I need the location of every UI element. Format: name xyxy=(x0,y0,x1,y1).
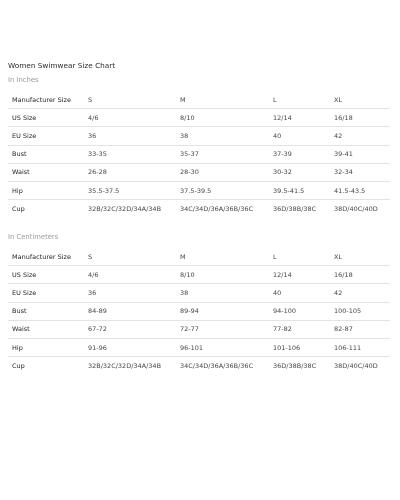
table-cell: 94-100 xyxy=(269,302,330,320)
table-cell: L xyxy=(273,252,277,261)
row-label-cell: Bust xyxy=(8,145,84,163)
table-row xyxy=(8,181,390,199)
page-title: Women Swimwear Size Chart xyxy=(8,61,116,70)
table-cell: 40 xyxy=(269,127,330,145)
table-cell: 84-89 xyxy=(84,302,176,320)
row-label-cell: Waist xyxy=(8,163,84,181)
table-cell: 91-96 xyxy=(84,338,176,356)
table-row xyxy=(8,357,390,375)
table-cell: 8/10 xyxy=(176,266,269,284)
row-label-cell: Bust xyxy=(8,302,84,320)
table-cell: 8/10 xyxy=(176,109,269,127)
row-label-cell: EU Size xyxy=(8,284,84,302)
table-cell: 42 xyxy=(330,284,390,302)
table-cell: 32B/32C/32D/34A/34B xyxy=(84,200,176,218)
table-row xyxy=(8,109,390,127)
row-label-cell: Manufacturer Size xyxy=(12,252,71,261)
row-label-cell: EU Size xyxy=(8,127,84,145)
table-cell: 41.5-43.5 xyxy=(330,181,390,199)
row-label-cell: Cup xyxy=(8,200,84,218)
section-label-centimeters: In Centimeters xyxy=(8,233,59,241)
table-cell: 4/6 xyxy=(84,109,176,127)
table-cell: 36 xyxy=(84,284,176,302)
table-cell: 100-105 xyxy=(330,302,390,320)
table-cell: 38D/40C/40D xyxy=(330,200,390,218)
table-cell: 4/6 xyxy=(84,266,176,284)
table-cell: 30-32 xyxy=(269,163,330,181)
table-header-row xyxy=(8,248,390,266)
table-cell: 42 xyxy=(330,127,390,145)
row-label-cell: US Size xyxy=(8,109,84,127)
table-cell: 72-77 xyxy=(176,320,269,338)
table-cell: 32B/32C/32D/34A/34B xyxy=(84,357,176,375)
table-cell: 67-72 xyxy=(84,320,176,338)
table-row xyxy=(8,302,390,320)
table-cell: 82-87 xyxy=(330,320,390,338)
table-cell: 33-35 xyxy=(84,145,176,163)
section-label-inches: In Inches xyxy=(8,76,39,84)
table-row xyxy=(8,284,390,302)
row-label-cell: Hip xyxy=(8,181,84,199)
table-cell: 38 xyxy=(176,127,269,145)
table-cell: 32-34 xyxy=(330,163,390,181)
table-cell: L xyxy=(273,95,277,104)
table-cell: XL xyxy=(334,95,343,104)
table-cell: 36 xyxy=(84,127,176,145)
table-row xyxy=(8,127,390,145)
table-cell: 40 xyxy=(269,284,330,302)
table-cell: S xyxy=(88,252,93,261)
table-row xyxy=(8,200,390,218)
table-cell: XL xyxy=(334,252,343,261)
table-cell: M xyxy=(180,252,186,261)
table-cell: 35-37 xyxy=(176,145,269,163)
table-cell: M xyxy=(180,95,186,104)
table-row xyxy=(8,163,390,181)
table-cell: 28-30 xyxy=(176,163,269,181)
table-cell: 16/18 xyxy=(330,109,390,127)
table-cell: 96-101 xyxy=(176,338,269,356)
table-cell: 77-82 xyxy=(269,320,330,338)
table-cell: 36D/38B/38C xyxy=(269,200,330,218)
table-row xyxy=(8,266,390,284)
table-cell: 89-94 xyxy=(176,302,269,320)
table-cell: 12/14 xyxy=(269,266,330,284)
row-label-cell: Cup xyxy=(8,357,84,375)
table-row xyxy=(8,338,390,356)
table-cell: 36D/38B/38C xyxy=(269,357,330,375)
table-cell: S xyxy=(88,95,93,104)
table-cell: 34C/34D/36A/36B/36C xyxy=(176,200,269,218)
table-cell: 12/14 xyxy=(269,109,330,127)
table-cell: 16/18 xyxy=(330,266,390,284)
table-cell: 34C/34D/36A/36B/36C xyxy=(176,357,269,375)
table-cell: 39.5-41.5 xyxy=(269,181,330,199)
table-cell: 38 xyxy=(176,284,269,302)
size-table-centimeters xyxy=(8,248,390,374)
row-label-cell: US Size xyxy=(8,266,84,284)
row-label-cell: Manufacturer Size xyxy=(12,95,71,104)
table-header-row xyxy=(8,91,390,109)
table-row xyxy=(8,145,390,163)
table-cell: 26-28 xyxy=(84,163,176,181)
table-cell: 35.5-37.5 xyxy=(84,181,176,199)
size-table-inches xyxy=(8,91,390,217)
table-cell: 106-111 xyxy=(330,338,390,356)
table-cell: 101-106 xyxy=(269,338,330,356)
table-cell: 38D/40C/40D xyxy=(330,357,390,375)
table-row xyxy=(8,320,390,338)
table-cell: 39-41 xyxy=(330,145,390,163)
table-cell: 37.5-39.5 xyxy=(176,181,269,199)
row-label-cell: Waist xyxy=(8,320,84,338)
row-label-cell: Hip xyxy=(8,338,84,356)
table-cell: 37-39 xyxy=(269,145,330,163)
